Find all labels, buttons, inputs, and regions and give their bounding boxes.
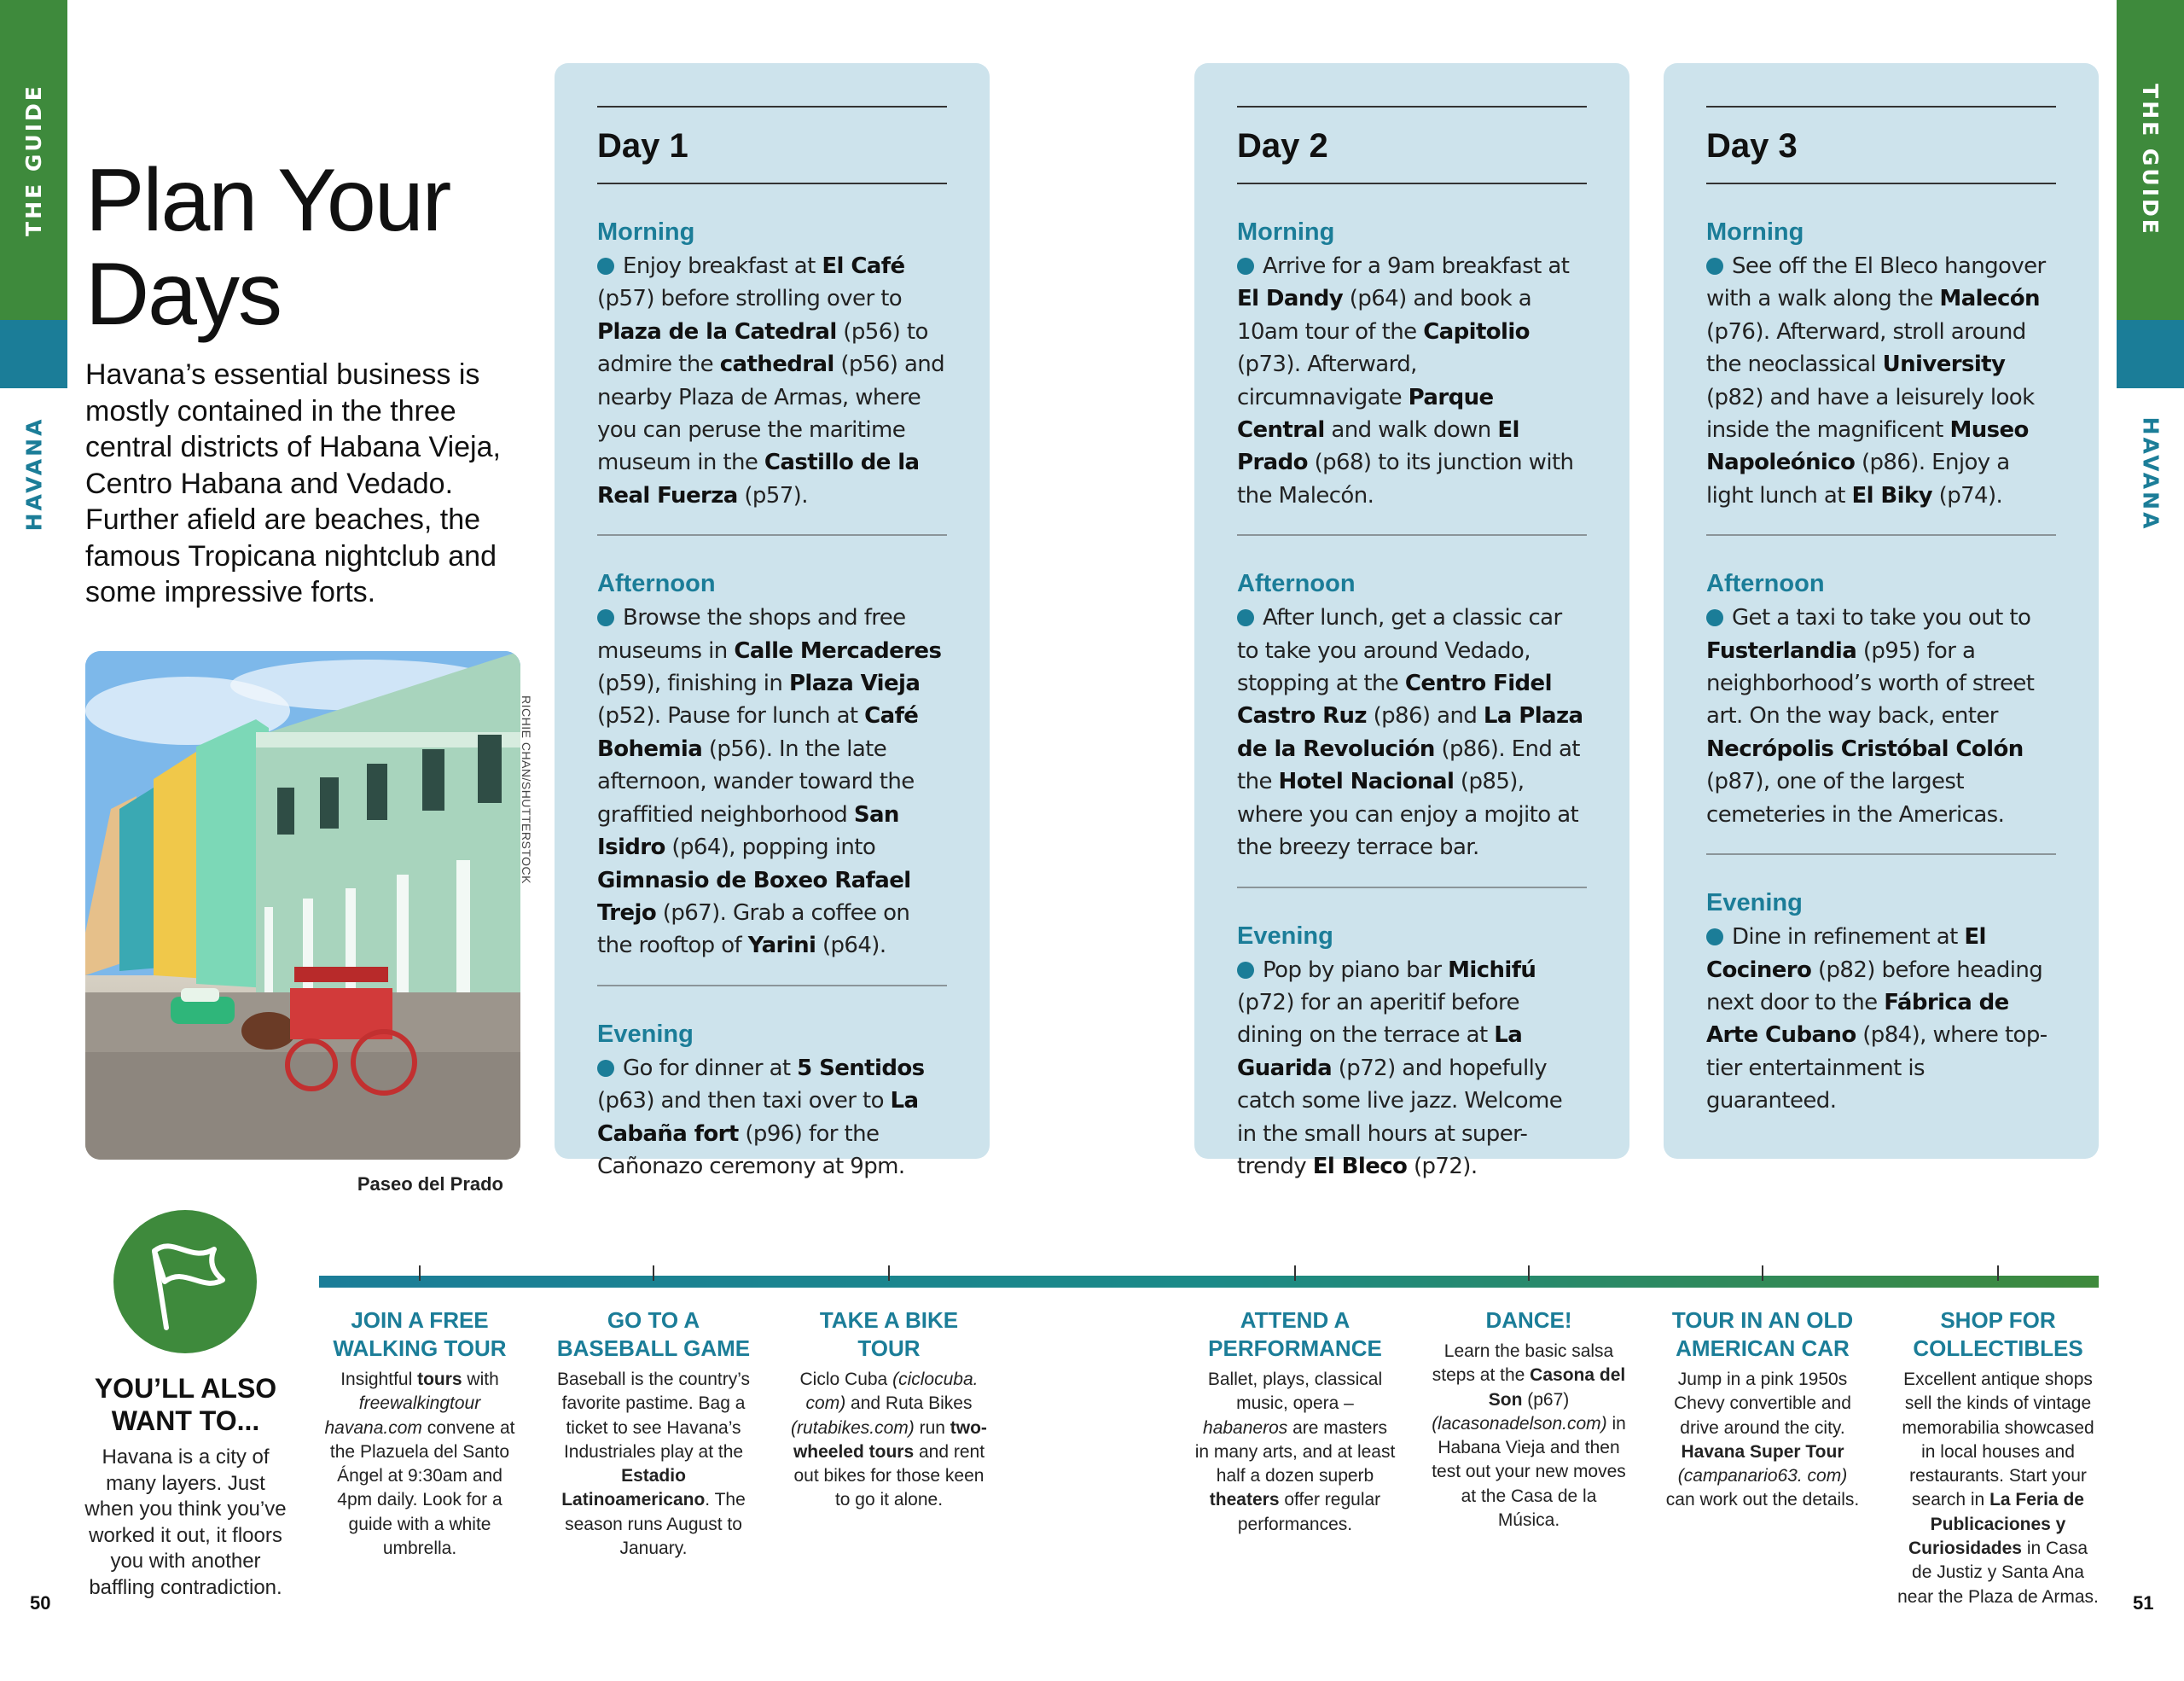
day-title-rule xyxy=(597,183,947,184)
bold-text: theaters xyxy=(1209,1490,1280,1510)
bullet-dot-icon xyxy=(1237,258,1254,275)
text-run: (p85), where you can enjoy a mojito at the breezy terrace bar. xyxy=(1237,769,1579,861)
activity-title: SHOP FOR COLLECTIBLES xyxy=(1913,1307,2083,1361)
text-run: (p96) for the Cañonazo ceremony at 9pm. xyxy=(597,1120,905,1179)
left-side-tab xyxy=(0,0,67,531)
activity-body xyxy=(1897,1368,2099,1609)
section-divider xyxy=(1237,887,1587,888)
text-run: Excellent antique shops sell the kinds of vintage memorabilia showcased in local houses and restaurants. Start your search in xyxy=(1902,1370,2094,1510)
timeline-tick xyxy=(1294,1265,1296,1281)
text-run: (p82) before heading next door to the xyxy=(1706,957,2043,1015)
bullet-dot-icon xyxy=(597,258,614,275)
guide-label-right: THE GUIDE xyxy=(2138,84,2163,236)
text-run: Go for dinner at xyxy=(623,1055,798,1081)
section-heading: Afternoon xyxy=(1237,570,1356,598)
text-run: (p76). Afterward, stroll around the neoclassical xyxy=(1706,318,2026,378)
activity-title: GO TO A BASEBALL GAME xyxy=(556,1307,751,1361)
day-title: Day 1 xyxy=(597,127,688,165)
text-run: See off the El Bleco hangover with a walk along the xyxy=(1706,253,2046,312)
text-run: Learn the basic salsa steps at the xyxy=(1432,1341,1614,1386)
activity-title: TOUR IN AN OLD AMERICAN CAR xyxy=(1671,1307,1854,1361)
section-divider xyxy=(1706,534,2056,536)
text-run: Pop by piano bar xyxy=(1263,957,1449,983)
italic-text: (campanario63. com) xyxy=(1677,1466,1848,1486)
photo-caption: Paseo del Prado xyxy=(357,1173,503,1195)
right-side-tab xyxy=(2117,0,2184,531)
bold-text: El Cocinero xyxy=(1706,924,1986,983)
text-run: (p72). xyxy=(1407,1153,1478,1179)
text-run: (p56). In the late afternoon, wander toward the graffitied neighborhood xyxy=(597,736,915,828)
text-run: and walk down xyxy=(1324,417,1498,444)
text-run: (p86) and xyxy=(1366,703,1484,730)
text-run: (p64) and book a 10am tour of the xyxy=(1237,286,1532,345)
activity-item xyxy=(1897,1306,2099,1609)
activity-item xyxy=(1428,1306,1629,1533)
activity-item xyxy=(553,1306,754,1561)
text-run: Enjoy breakfast at xyxy=(623,253,822,279)
text-run: (p86). Enjoy a light lunch at xyxy=(1706,450,2010,509)
bold-text: Plaza Vieja xyxy=(788,671,921,697)
italic-text: (lacasonadelson.com) xyxy=(1432,1413,1607,1434)
section-body xyxy=(597,250,947,512)
section-body xyxy=(1237,954,1587,1184)
text-run: (p72) and hopefully catch some live jazz. Welcome in the small hours at super-trendy xyxy=(1237,1055,1563,1179)
text-run: Baseball is the country’s favorite pastime. Bag a ticket to see Havana’s Industriales play at the xyxy=(556,1370,751,1462)
text-run: (p82) and have a leisurely look inside the magnificent xyxy=(1706,384,2035,444)
bold-text: Calle Mercaderes xyxy=(734,637,942,664)
also-heading xyxy=(81,1372,290,1437)
bold-text: Capitolio xyxy=(1423,318,1530,345)
section-divider xyxy=(597,985,947,986)
activity-item xyxy=(1662,1306,1863,1513)
section-body xyxy=(1237,250,1587,512)
bold-text: El Dandy xyxy=(1237,286,1344,312)
text-run: (p56) to admire the xyxy=(597,318,928,378)
text-run: run xyxy=(914,1417,950,1438)
bold-text: tours xyxy=(417,1370,462,1389)
text-run: Ballet, plays, classical music, opera – xyxy=(1207,1370,1383,1414)
page-number-right: 51 xyxy=(2133,1592,2154,1614)
activity-title: TAKE A BIKE TOUR xyxy=(819,1307,959,1361)
text-run: (p68) to its junction with the Malecón. xyxy=(1237,450,1574,509)
section-body xyxy=(597,602,947,962)
bold-text: La Guarida xyxy=(1237,1022,1523,1081)
title-line-1: Plan Your xyxy=(85,151,450,250)
section-body xyxy=(1706,602,2056,831)
section-body xyxy=(597,1052,947,1184)
text-run: Browse the shops and free museums in xyxy=(597,605,906,664)
bold-text: San Isidro xyxy=(597,801,899,861)
bold-text: Café Bohemia xyxy=(597,703,919,762)
activity-body xyxy=(1194,1368,1396,1537)
activities-timeline xyxy=(319,1276,2099,1288)
bold-text: Casona del Son xyxy=(1488,1365,1626,1410)
text-run: (p73). Afterward, circumnavigate xyxy=(1237,352,1417,410)
section-heading: Morning xyxy=(597,218,695,246)
text-run: Insightful xyxy=(340,1370,418,1389)
text-run: Dine in refinement at xyxy=(1732,924,1965,951)
text-run: and rent out bikes for those keen to go it alone. xyxy=(793,1441,985,1510)
bold-text: Necrópolis Cristóbal Colón xyxy=(1706,736,2024,762)
bold-text: Fusterlandia xyxy=(1706,637,1857,664)
section-heading: Evening xyxy=(1706,889,1803,917)
activity-title: ATTEND A PERFORMANCE xyxy=(1208,1307,1382,1361)
text-run: in Habana Vieja and then test out your new moves at the Casa de la Música. xyxy=(1432,1413,1626,1531)
activity-item xyxy=(319,1306,520,1561)
bold-text: Fábrica de Arte Cubano xyxy=(1706,989,2009,1049)
text-run: (p86). End at the xyxy=(1237,736,1580,795)
text-run: . The season runs August to January. xyxy=(565,1490,746,1559)
bold-text: Museo Napoleónico xyxy=(1706,417,2029,476)
bold-text: cathedral xyxy=(719,352,834,378)
activity-body xyxy=(553,1368,754,1561)
text-run: After lunch, get a classic car to take you around Vedado, stopping at the xyxy=(1237,605,1562,697)
guide-label-wrap xyxy=(0,0,67,320)
day-title-rule xyxy=(1237,183,1587,184)
bullet-dot-icon xyxy=(597,1060,614,1077)
text-run: with xyxy=(462,1370,499,1389)
region-tab-block-right xyxy=(2117,320,2184,388)
bullet-dot-icon xyxy=(1237,962,1254,979)
region-label-wrap xyxy=(0,388,67,559)
section-divider xyxy=(1237,534,1587,536)
page-number-left: 50 xyxy=(30,1592,51,1614)
text-run: convene at the Plazuela del Santo Ángel at 9:30am and 4pm daily. Look for a guide with a white umbrella. xyxy=(329,1417,515,1559)
day-card-1 xyxy=(555,63,990,1179)
title-line-2: Days xyxy=(85,245,281,344)
section-heading: Morning xyxy=(1706,218,1804,246)
day-card-3 xyxy=(1664,63,2099,1159)
text-run: (p64), popping into xyxy=(665,835,876,861)
bold-text: Castillo de la Real Fuerza xyxy=(597,450,920,509)
bold-text: El Café xyxy=(822,253,905,279)
section-heading: Morning xyxy=(1237,218,1335,246)
section-heading: Evening xyxy=(1237,922,1333,950)
bold-text: El Prado xyxy=(1237,417,1519,476)
day-title: Day 3 xyxy=(1706,127,1798,165)
text-run: offer regular performances. xyxy=(1237,1490,1381,1534)
text-run: (p84), where top-tier entertainment is guaranteed. xyxy=(1706,1022,2048,1114)
day-title: Day 2 xyxy=(1237,127,1328,165)
bold-text: La Plaza de la Revolución xyxy=(1237,703,1583,762)
flag-icon xyxy=(113,1210,257,1353)
text-run: (p67) xyxy=(1522,1389,1570,1410)
text-run: can work out the details. xyxy=(1665,1490,1860,1510)
section-heading: Evening xyxy=(597,1020,694,1048)
guide-label-right-wrap xyxy=(2117,0,2184,320)
day-title-rule xyxy=(1706,183,2056,184)
text-run: (p57). xyxy=(737,482,808,509)
section-body xyxy=(1706,921,2056,1117)
also-heading-line-2: WANT TO... xyxy=(111,1405,260,1436)
region-tab-block xyxy=(0,320,67,388)
text-run: Arrive for a 9am breakfast at xyxy=(1263,253,1570,279)
activity-body xyxy=(1662,1368,1863,1513)
text-run: (p87), one of the largest cemeteries in the Americas. xyxy=(1706,769,2005,828)
text-run: (p67). Grab a coffee on the rooftop of xyxy=(597,899,910,959)
text-run: (p56) and nearby Plaza de Armas, where you can peruse the maritime museum in the xyxy=(597,352,945,476)
text-run: (p72) for an aperitif before dining on the terrace at xyxy=(1237,989,1519,1049)
text-run: (p63) and then taxi over to xyxy=(597,1088,891,1114)
timeline-tick xyxy=(1528,1265,1530,1281)
bullet-dot-icon xyxy=(1706,928,1723,945)
bold-text: Plaza de la Catedral xyxy=(597,318,837,345)
bold-text: Hotel Nacional xyxy=(1278,769,1455,795)
activity-body xyxy=(1428,1340,1629,1533)
timeline-tick xyxy=(419,1265,421,1281)
bold-text: Malecón xyxy=(1939,286,2040,312)
italic-text: (ciclocuba. com) xyxy=(805,1370,979,1414)
bold-text: Gimnasio de Boxeo Rafael Trejo xyxy=(597,867,911,926)
timeline-tick xyxy=(653,1265,654,1281)
paseo-del-prado-photo xyxy=(85,651,520,1160)
bold-text: Centro Fidel Castro Ruz xyxy=(1237,671,1552,730)
text-run: (p57) before strolling over to xyxy=(597,286,903,312)
page-title xyxy=(85,151,450,344)
bold-text: Estadio Latinoamericano xyxy=(561,1466,706,1510)
bold-text: Yarini xyxy=(747,933,816,959)
bold-text: Parque Central xyxy=(1237,384,1494,444)
text-run: (p74). xyxy=(1932,482,2003,509)
day-card-2 xyxy=(1194,63,1629,1179)
region-label-right-wrap xyxy=(2117,388,2184,559)
text-run: (p59), finishing in xyxy=(597,671,789,697)
timeline-tick xyxy=(1997,1265,1999,1281)
bold-text: La Feria de Publicaciones y Curiosidades xyxy=(1908,1490,2084,1559)
text-run: Ciclo Cuba xyxy=(799,1370,893,1389)
text-run: Get a taxi to take you out to xyxy=(1732,605,2031,631)
italic-text: habaneros xyxy=(1203,1417,1288,1438)
intro-paragraph: Havana’s essential business is mostly contained in the three central districts of Habana Vieja, Centro Habana and Vedado. Further afield are beaches, the famous Tropicana nightclub and some impressive forts. xyxy=(85,358,501,608)
section-heading: Afternoon xyxy=(1706,570,1825,598)
bold-text: 5 Sentidos xyxy=(797,1055,925,1081)
also-heading-line-1: YOU’LL ALSO xyxy=(94,1373,277,1404)
timeline-tick xyxy=(1762,1265,1763,1281)
bold-text: El Biky xyxy=(1851,482,1932,509)
region-label-right: HAVANA xyxy=(2138,416,2164,531)
bold-text: Havana Super Tour xyxy=(1681,1441,1844,1462)
text-run: (p95) for a neighborhood’s worth of street art. On the way back, enter xyxy=(1706,637,2035,730)
text-run: are masters in many arts, and at least half a dozen superb xyxy=(1194,1417,1396,1486)
section-heading: Afternoon xyxy=(597,570,716,598)
italic-text: freewalkingtour havana.com xyxy=(324,1393,481,1438)
text-run: and Ruta Bikes xyxy=(845,1393,973,1414)
guide-label: THE GUIDE xyxy=(21,84,46,236)
region-label: HAVANA xyxy=(21,416,47,531)
bullet-dot-icon xyxy=(597,609,614,626)
bold-text: University xyxy=(1882,352,2006,378)
section-body xyxy=(1706,250,2056,512)
bold-text: Michifú xyxy=(1448,957,1536,983)
photo-credit: RICHIE CHAN/SHUTTERSTOCK xyxy=(520,695,533,884)
section-divider xyxy=(1706,853,2056,855)
section-divider xyxy=(597,534,947,536)
text-run: Jump in a pink 1950s Chevy convertible and drive around the city. xyxy=(1674,1370,1851,1438)
street-scene-illustration xyxy=(85,651,520,1160)
activity-body xyxy=(319,1368,520,1561)
timeline-tick xyxy=(888,1265,890,1281)
text-run: (p64). xyxy=(816,933,886,959)
bullet-dot-icon xyxy=(1706,609,1723,626)
activity-title: JOIN A FREE WALKING TOUR xyxy=(333,1307,507,1361)
bold-text: El Bleco xyxy=(1312,1153,1408,1179)
bold-text: two-wheeled tours xyxy=(793,1417,987,1462)
activity-title: DANCE! xyxy=(1485,1307,1572,1333)
bullet-dot-icon xyxy=(1706,258,1723,275)
activity-item xyxy=(788,1306,990,1513)
text-run: in Casa de Justiz y Santa Ana near the Plaza de Armas. xyxy=(1897,1538,2099,1607)
activity-item xyxy=(1194,1306,1396,1537)
italic-text: (rutabikes.com) xyxy=(791,1417,915,1438)
also-intro: Havana is a city of many layers. Just when you think you’ve worked it out, it floors you with another baffling contradiction. xyxy=(84,1445,287,1599)
bold-text: La Cabaña fort xyxy=(597,1088,919,1147)
section-body xyxy=(1237,602,1587,864)
text-run: (p52). Pause for lunch at xyxy=(597,703,865,730)
activity-body xyxy=(788,1368,990,1513)
bullet-dot-icon xyxy=(1237,609,1254,626)
